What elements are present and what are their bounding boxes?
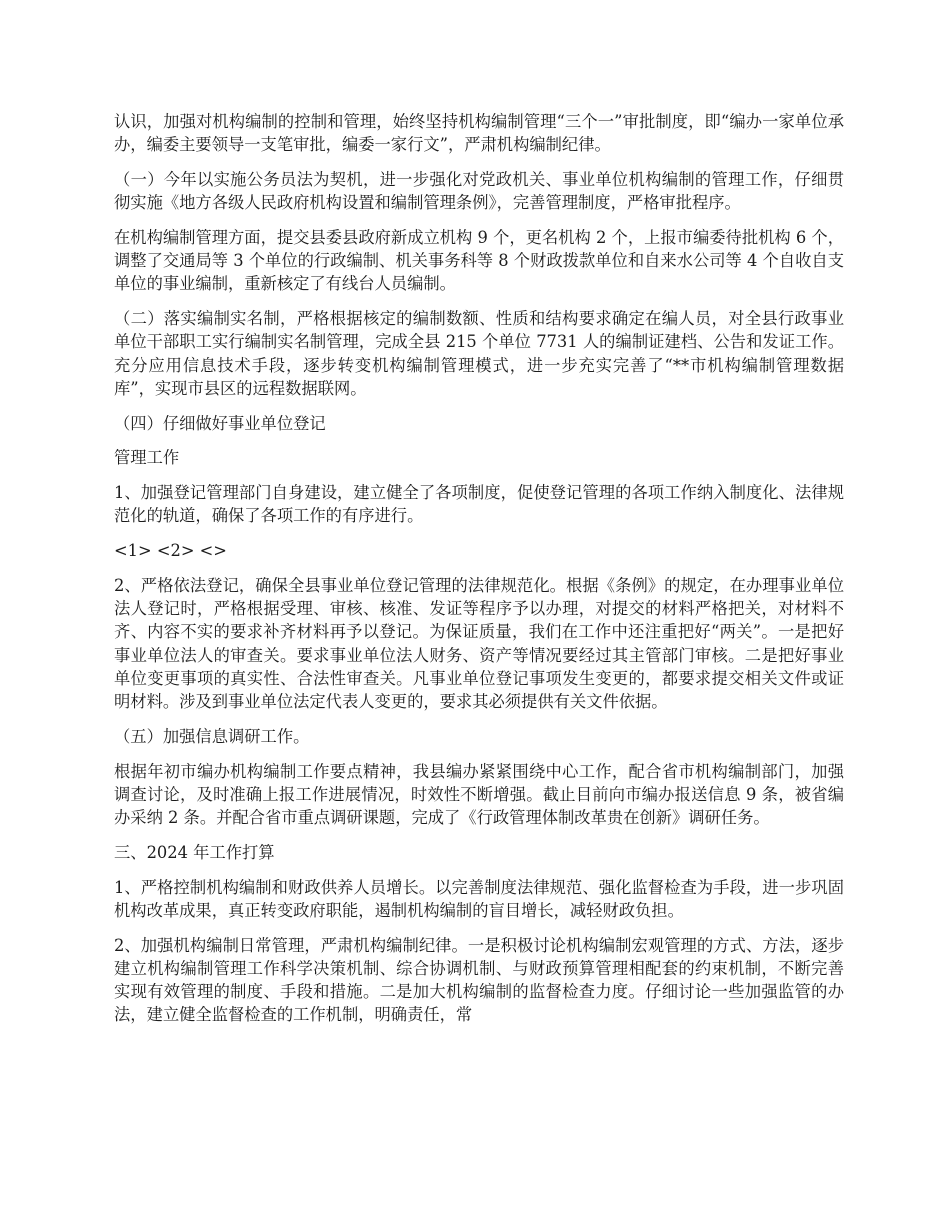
paragraph-item-one: 1、加强登记管理部门自身建设，建立健全了各项制度，促使登记管理的各项工作纳入制度化、法律规范化的轨道，确保了各项工作的有序进行。 [114,483,844,526]
paragraph-markers: <1> <2> <> [114,541,227,561]
paragraph-section-four-heading: （四）仔细做好事业单位登记 [114,413,326,433]
paragraph-plan-item-two: 2、加强机构编制日常管理，严肃机构编制纪律。一是积极讨论机构编制宏观管理的方式、方法，逐步建立机构编制管理工作科学决策机制、综合协调机制、与财政预算管理相配套的约束机制，不断完善实现有效管理的制度、手段和措施。二是加大机构编制的监督检查力度。仔细讨论一些加强监管的办法，建立健全监督检查的工作机制，明确责任，常 [114,935,844,1025]
paragraph-section-one: （一）今年以实施公务员法为契机，进一步强化对党政机关、事业单位机构编制的管理工作，仔细贯彻实施《地方各级人民政府机构设置和编制管理条例》，完善管理制度，严格审批程序。 [114,170,844,213]
paragraph-research-work: 根据年初市编办机构编制工作要点精神，我县编办紧紧围绕中心工作，配合省市机构编制部门，加强调查讨论，及时准确上报工作进展情况，时效性不断增强。截止目前向市编办报送信息 9 条，被省编办采纳 2 条。并配合省市重点调研课题，完成了《行政管理体制改革贵在创新》调研任务。 [114,761,844,828]
paragraph-plan-item-one: 1、严格控制机构编制和财政供养人员增长。以完善制度法律规范、强化监督检查为手段，进一步巩固机构改革成果，真正转变政府职能，遏制机构编制的盲目增长，减轻财政负担。 [114,877,844,920]
paragraph-organization-management: 在机构编制管理方面，提交县委县政府新成立机构 9 个，更名机构 2 个，上报市编委待批机构 6 个，调整了交通局等 3 个单位的行政编制、机关事务科等 8 个财政拨款单位和自来水公司等 4 个自收自支单位的事业编制，重新核定了有线台人员编制。 [114,228,844,294]
paragraph-section-two: （二）落实编制实名制，严格根据核定的编制数额、性质和结构要求确定在编人员，对全县行政事业单位干部职工实行编制实名制管理，完成全县 215 个单位 7731 人的编制证建档、公告和发证工作。充分应用信息技术手段，逐步转变机构编制管理模式，进一步充实完善了“**市机构编制管理数据库”，实现市县区的远程数据联网。 [114,309,844,398]
paragraph-section-five-heading: （五）加强信息调研工作。 [114,726,310,746]
paragraph-item-two: 2、严格依法登记，确保全县事业单位登记管理的法律规范化。根据《条例》的规定，在办理事业单位法人登记时，严格根据受理、审核、核准、发证等程序予以办理，对提交的材料严格把关，对材料不齐、内容不实的要求补齐材料再予以登记。为保证质量，我们在工作中还注重把好“两关”。一是把好事业单位法人的审查关。要求事业单位法人财务、资产等情况要经过其主管部门审核。二是把好事业单位变更事项的真实性、合法性审查关。凡事业单位登记事项发生变更的，都要求提交相关文件或证明材料。涉及到事业单位法定代表人变更的，要求其必须提供有关文件依据。 [114,576,844,712]
document-body [114,110,844,1038]
paragraph-section-three-heading: 三、2024 年工作打算 [114,842,275,862]
paragraph-continuation: 认识，加强对机构编制的控制和管理，始终坚持机构编制管理“三个一”审批制度，即“编办一家单位承办，编委主要领导一支笔审批，编委一家行文”，严肃机构编制纪律。 [114,112,844,155]
paragraph-management-work: 管理工作 [114,448,180,468]
